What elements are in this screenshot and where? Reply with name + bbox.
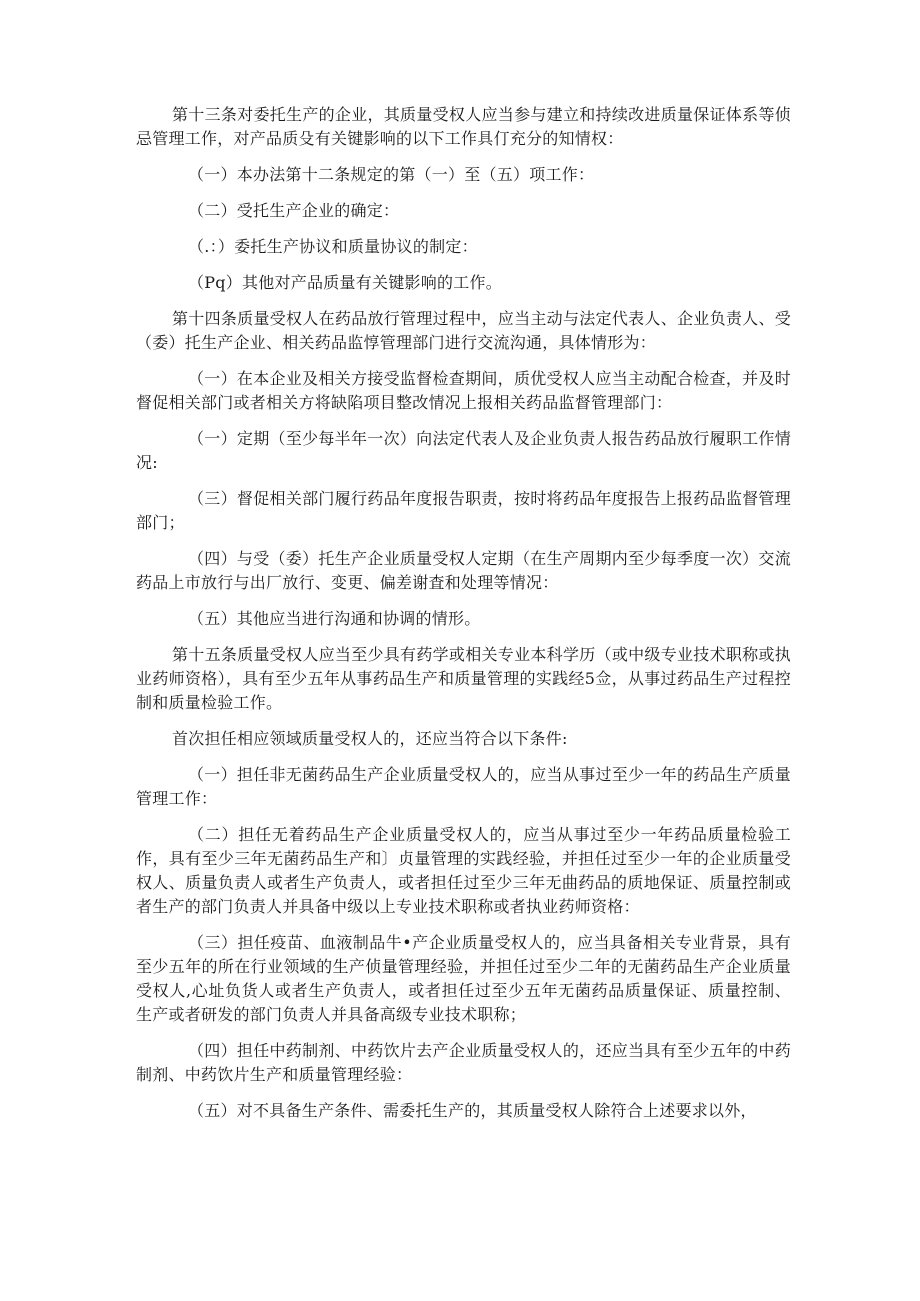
list-item: （五）其他应当进行沟通和协调的情形。 — [188, 609, 481, 628]
article-15-paragraph: 第十五条质量受权人应当至少具有药学或相关专业本科学历（或中级专业技术职称或执业药师资格），具有至少五年从事药品生产和质量管理的实践经5佥，从事过药品生产过程控制和质量检验工作。 — [136, 645, 791, 712]
article-13-paragraph: 第十三条对委托生产的企业，其质量受权人应当参与建立和持续改进质量保证体系等侦忌管理工作，对产品质殳有关键影响的以下工作具仃充分的知情权： — [136, 105, 791, 148]
list-item: （二）担任无着药品生产企业质量受权人的，应当从事过至少一年药品质量检验工作，具有至少三年无菌药品生产和〕贞量管理的实践经验，并担任过至少一年的企业质量受权人、质量负责人或者生产负责人，或者担任过至少三年无曲药品的质地保证、质量控制或者生产的部门负责人并具备中级以上专业技术职称或者执业药师资格： — [136, 825, 791, 916]
document-body — [136, 103, 791, 1135]
conditions-intro-paragraph: 首次担任相应领域质量受权人的，还应当符合以下条件: — [172, 729, 568, 748]
list-item: （一）本办法第十二条规定的第（一）至（五）项工作： — [188, 165, 595, 184]
list-item: （四）与受（委）托生产企业质量受权人定期（在生产周期内至少每季度一次）交流药品上市放行与出厂放行、变更、偏差谢査和处理等情况： — [136, 549, 791, 592]
list-item: （一）在本企业及相关方接受监督检查期间，质优受权人应当主动配合检查，并及时督促相关部门或者相关方将缺陷项目整改情况上报相关药品监督管理部门： — [136, 369, 791, 412]
list-item: （四）担任中药制剂、中药饮片去产企业质量受权人的，还应当具有至少五年的中药制剂、中药饮片生产和质量管理经验： — [136, 1041, 791, 1084]
list-item: （五）对不具备生产条件、需委托生产的，其质量受权人除符合上述要求以外， — [188, 1101, 757, 1120]
list-item: （一）担任非无菌药品生产企业质量受权人的，应当从事过至少一年的药品生产质量管理工作： — [136, 765, 791, 808]
list-item: （一）定期（至少每半年一次）向法定代表人及企业负责人报告药品放行履职工作情况: — [136, 429, 791, 472]
list-item: （三）督促相关部门履行药品年度报告职责，按时将药品年度报告上报药品监督管理部门； — [136, 489, 791, 532]
list-item: （二）受托生产企业的确定： — [188, 201, 400, 220]
list-item: （三）担任疫苗、血液制品牛•产企业质量受权人的，应当具备相关专业背景，具有至少五年的所在行业领域的生产侦量管理经验，并担任过至少二年的无菌药品生产企业质量受权人,心址负货人或者生产负责人，或者担任过至少五年无菌药品质量保证、质量控制、生产或者研发的部门负责人并具备高级专业技术职称； — [136, 933, 791, 1024]
list-item: （Pq）其他对产品质量有关键影响的工作。 — [188, 273, 503, 292]
list-item: （.：）委托生产协议和质量协议的制定： — [188, 237, 478, 256]
article-14-paragraph: 第十四条质量受权人在药品放行管理过程中，应当主动与法定代表人、企业负责人、受（委）托生产企业、相关药品监惇管理部门进行交流沟通，具体情形为： — [136, 309, 791, 352]
